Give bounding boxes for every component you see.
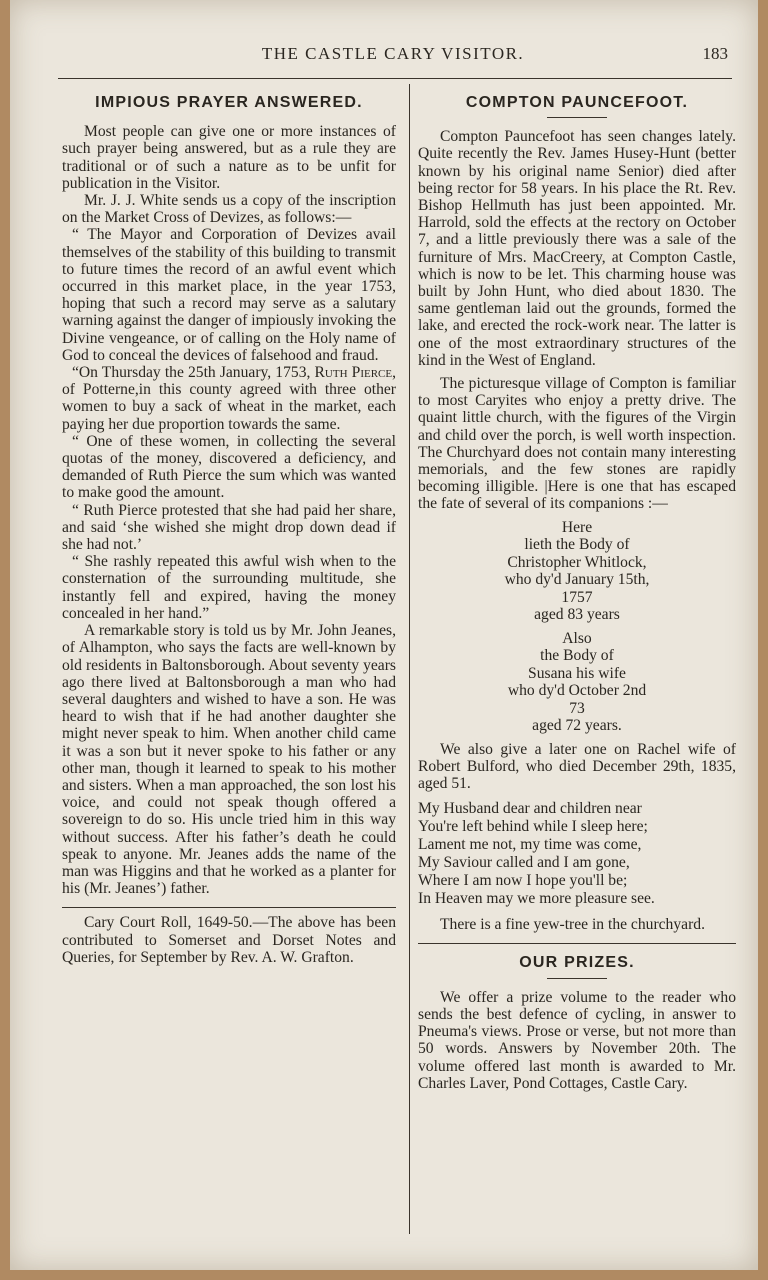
paragraph: Mr. J. J. White sends us a copy of the inscription on the Market Cross of Devizes, as follows:— [62,192,396,227]
epitaph-poem: My Husband dear and children near You're left behind while I sleep here; Lament me not, my time was come, My Saviour called and I am gone, Where I am now I hope you'll be; In Heaven may we more pleasure see. [418,800,655,908]
article-heading-compton: COMPTON PAUNCEFOOT. [465,94,689,111]
epitaph-susana: Also the Body of Susana his wife who dy'd October 2nd 73 aged 72 years. [507,629,647,735]
running-header [58,44,728,68]
quote-paragraph: “On Thursday the 25th January, 1753, Ruth Pierce, of Potterne,in this county agreed with three other women to buy a sack of wheat in the market, each paying her due proportion towards the same. [62,364,397,433]
paragraph: The picturesque village of Compton is familiar to most Caryites who enjoy a pretty drive. The quaint little church, with the figures of the Virgin and child over the porch, is well worth inspection. The Churchyard does not contain many interesting memorials, and the few stones are rapidly becoming illigible. |Here is one that has escaped the fate of several of its companions :— [418,375,736,513]
note-paragraph: Cary Court Roll, 1649-50.—The above has been contributed to Somerset and Dorset Notes and Queries, for September by Rev. A. W. Grafton. [62,914,396,966]
paragraph: There is a fine yew-tree in the churchyard. [440,916,705,934]
paragraph: Compton Pauncefoot has seen changes lately. Quite recently the Rev. James Husey-Hunt (better known by his original name Senior) died after being rector for 58 years. In his place the Rt. Rev. Bishop Hellmuth has just been appointed. Mr. Harrold, sold the effects at the rectory on October 7, and a little previously there was a sale of the furniture of Mrs. MacCreery, at Compton Castle, which is now to be let. This charming house was built by John Hunt, who died about 1830. The same gentleman laid out the grounds, formed the lake, and erected the rock-work near. The latter is one of the most extraordinary structures of the kind in the West of England. [418,128,736,369]
heading-rule [547,978,607,979]
page [10,0,758,1270]
quote-paragraph: “ One of these women, in collecting the several quotas of the money, discovered a deficiency, and demanded of Ruth Pierce the sum which was wanted to make good the amount. [62,432,396,502]
name-smallcaps: Ruth Pierce [314,364,393,382]
column-divider [409,84,410,1234]
inscription-quote [62,226,396,622]
page-number: 183 [702,44,728,63]
article-heading-prizes: OUR PRIZES. [519,954,635,972]
paragraph: Most people can give one or more instances of such prayer being answered, but as a rule they are traditional or of such a nature as to be unfit for publication in the Visitor. [62,123,396,192]
quote-paragraph: “ The Mayor and Corporation of Devizes avail themselves of the stability of this building to transmit to future times the record of an awful event which occurred in this market place, in the year 1753, hoping that such a record may serve as a salutary warning against the danger of impiously invoking the Divine vengeance, or of calling on the Holy name of God to conceal the devices of falsehood and fraud. [62,226,396,364]
quote-paragraph: “ Ruth Pierce protested that she had paid her share, and said ‘she wished she might drop down dead if she had not.’ [62,501,396,554]
header-rule [58,78,732,79]
heading-rule [547,117,607,118]
publication-title: THE CASTLE CARY VISITOR. [261,44,525,63]
section-rule [418,943,736,944]
paragraph: We offer a prize volume to the reader who sends the best defence of cycling, in answer to Pneuma's views. Prose or verse, but not more than 50 words. Answers by November 20th. The volume offered last month is awarded to Mr. Charles Laver, Pond Cottages, Castle Cary. [418,988,736,1092]
right-column [418,84,736,1092]
left-column [62,84,396,966]
quote-paragraph: “ She rashly repeated this awful wish when to the consternation of the surrounding multitude, she instantly fell and expired, having the money concealed in her hand.” [62,553,396,622]
epitaph-whitlock: Here lieth the Body of Christopher Whitlock, who dy'd January 15th, 1757 aged 83 years [504,518,650,624]
article-heading-impious-prayer: IMPIOUS PRAYER ANSWERED. [95,94,363,111]
paragraph: We also give a later one on Rachel wife of Robert Bulford, who died December 29th, 1835, aged 51. [418,740,736,793]
paragraph: A remarkable story is told us by Mr. John Jeanes, of Alhampton, who says the facts are well-known by old residents in Baltonsborough. About seventy years ago there lived at Baltonsborough a man who had several daughters and wished to have a son. He was heard to wish that if he had another daughter she might never speak to him. When another child came it was a son but it never spoke to his father or any other man, though it learned to speak to his mother and sisters. When a man approached, the son lost his voice, and could not speak though offered a sovereign to do so. His uncle tried him in this way without success. After his father’s death he could speak to anyone. Mr. Jeanes adds the name of the man was Higgins and that he worked as a planter for his (Mr. Jeanes’) father. [62,622,396,898]
separator-rule [62,907,396,908]
